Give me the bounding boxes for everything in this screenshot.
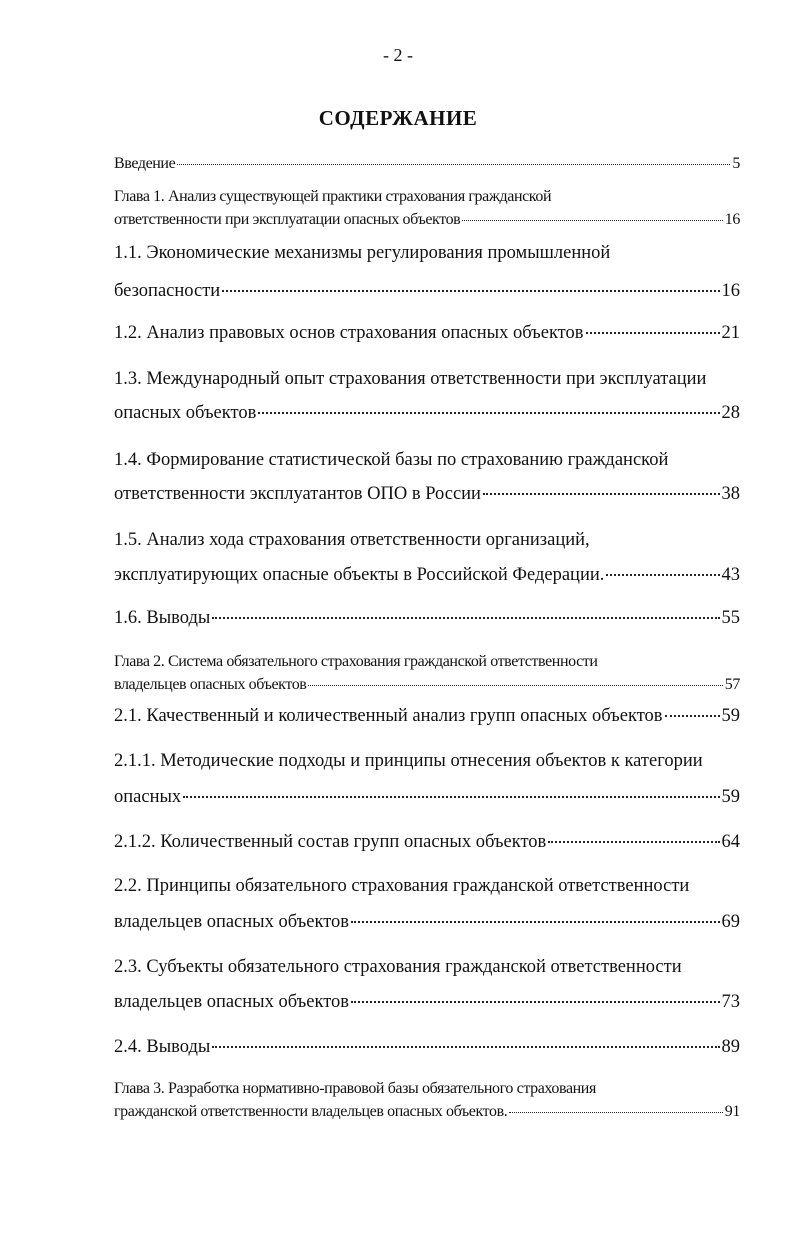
toc-entry-2-1-1-line-1 bbox=[114, 751, 740, 772]
toc-leader-dots bbox=[462, 220, 722, 221]
toc-page-number: 73 bbox=[721, 992, 740, 1012]
toc-entry-chapter-3-line-2 bbox=[114, 1103, 740, 1121]
toc-entry-text: эксплуатирующих опасные объекты в Российской Федерации. bbox=[114, 565, 605, 585]
toc-entry-text: 2.2. Принципы обязательного страхования гражданской ответственности bbox=[114, 876, 690, 896]
toc-entry-text: 2.1. Качественный и количественный анализ групп опасных объектов bbox=[114, 706, 663, 726]
toc-entry-chapter-2-line-2 bbox=[114, 676, 740, 694]
toc-page-number: 5 bbox=[732, 155, 740, 172]
toc-leader-dots bbox=[258, 412, 719, 414]
toc-page-number: 59 bbox=[721, 706, 740, 726]
toc-leader-dots bbox=[222, 290, 719, 292]
toc-leader-dots bbox=[177, 164, 730, 165]
toc-entry-text: опасных объектов bbox=[114, 403, 257, 423]
toc-entry-1-1-line-2 bbox=[114, 281, 740, 302]
toc-entry-text: ответственности эксплуатантов ОПО в России bbox=[114, 484, 481, 504]
toc-entry-text: владельцев опасных объектов bbox=[114, 992, 350, 1012]
toc-leader-dots bbox=[351, 921, 719, 923]
toc-page-number: 57 bbox=[724, 676, 740, 693]
toc-entry-1-5-line-1 bbox=[114, 530, 740, 551]
toc-entry-chapter-1-line-2 bbox=[114, 211, 740, 229]
toc-entry-text: гражданской ответственности владельцев опасных объектов. bbox=[114, 1103, 508, 1120]
toc-entry-2-1 bbox=[114, 706, 740, 727]
page-number: - 2 - bbox=[383, 45, 413, 65]
toc-page-number: 21 bbox=[721, 323, 740, 343]
toc-entry-chapter-2-line-1 bbox=[114, 653, 740, 671]
toc-leader-dots bbox=[212, 617, 719, 619]
toc-page-number: 91 bbox=[724, 1103, 740, 1120]
toc-entry-2-3-line-1 bbox=[114, 957, 740, 978]
toc-leader-dots bbox=[606, 574, 719, 576]
toc-entry-chapter-3-line-1 bbox=[114, 1080, 740, 1098]
toc-entry-text: 1.5. Анализ хода страхования ответственности организаций, bbox=[114, 530, 590, 550]
toc-entry-text: 1.4. Формирование статистической базы по страхованию гражданской bbox=[114, 450, 669, 470]
toc-entry-2-2-line-2 bbox=[114, 912, 740, 933]
toc-entry-text: ответственности при эксплуатации опасных объектов bbox=[114, 211, 461, 228]
toc-entry-text: 1.6. Выводы bbox=[114, 608, 211, 628]
toc-page-number: 59 bbox=[721, 787, 740, 807]
toc-page-number: 43 bbox=[721, 565, 740, 585]
toc-entry-text: 1.2. Анализ правовых основ страхования опасных объектов bbox=[114, 323, 584, 343]
toc-entry-text: Введение bbox=[114, 155, 176, 172]
toc-entry-text: безопасности bbox=[114, 281, 221, 301]
toc-entry-text: владельцев опасных объектов bbox=[114, 676, 307, 693]
toc-entry-1-3-line-1 bbox=[114, 369, 740, 390]
toc-leader-dots bbox=[351, 1001, 719, 1003]
toc-page-number: 28 bbox=[721, 403, 740, 423]
toc-page-number: 16 bbox=[724, 211, 740, 228]
toc-entry-2-3-line-2 bbox=[114, 992, 740, 1013]
toc-leader-dots bbox=[548, 841, 719, 843]
toc-entry-text: Глава 2. Система обязательного страхования гражданской ответственности bbox=[114, 653, 598, 670]
toc-entry-2-1-1-line-2 bbox=[114, 787, 740, 808]
toc-leader-dots bbox=[509, 1112, 722, 1113]
toc-entry-text: опасных bbox=[114, 787, 182, 807]
toc-page-number: 89 bbox=[721, 1037, 740, 1057]
toc-entry-1-6 bbox=[114, 608, 740, 629]
toc-leader-dots bbox=[483, 493, 720, 495]
toc-page-number: 16 bbox=[721, 281, 740, 301]
toc-leader-dots bbox=[665, 715, 720, 717]
toc-entry-1-2 bbox=[114, 323, 740, 344]
toc-entry-text: 1.3. Международный опыт страхования ответственности при эксплуатации bbox=[114, 369, 707, 389]
toc-entry-text: 2.1.1. Методические подходы и принципы отнесения объектов к категории bbox=[114, 751, 703, 771]
toc-entry-text: 2.4. Выводы bbox=[114, 1037, 211, 1057]
toc-entry-1-5-line-2 bbox=[114, 565, 740, 586]
toc-title: СОДЕРЖАНИЕ bbox=[318, 106, 478, 130]
toc-entry-text: 2.1.2. Количественный состав групп опасных объектов bbox=[114, 832, 547, 852]
toc-entry-text: Глава 1. Анализ существующей практики страхования гражданской bbox=[114, 188, 552, 205]
toc-page-number: 55 bbox=[721, 608, 740, 628]
toc-entry-2-1-2 bbox=[114, 832, 740, 853]
toc-leader-dots bbox=[308, 685, 722, 686]
toc-leader-dots bbox=[586, 332, 720, 334]
toc-entry-text: владельцев опасных объектов bbox=[114, 912, 350, 932]
toc-entry-1-4-line-1 bbox=[114, 450, 740, 471]
toc-leader-dots bbox=[183, 796, 719, 798]
toc-entry-text: 1.1. Экономические механизмы регулирования промышленной bbox=[114, 243, 611, 263]
toc-entry-2-4 bbox=[114, 1037, 740, 1058]
toc-page-number: 38 bbox=[721, 484, 740, 504]
toc-entry-2-2-line-1 bbox=[114, 876, 740, 897]
toc-entry-text: 2.3. Субъекты обязательного страхования гражданской ответственности bbox=[114, 957, 682, 977]
toc-entry-introduction bbox=[114, 155, 740, 173]
toc-page-number: 64 bbox=[721, 832, 740, 852]
toc-page-number: 69 bbox=[721, 912, 740, 932]
toc-entry-chapter-1-line-1 bbox=[114, 188, 740, 206]
toc-entry-1-3-line-2 bbox=[114, 403, 740, 424]
toc-entry-1-1-line-1 bbox=[114, 243, 740, 264]
toc-leader-dots bbox=[212, 1046, 719, 1048]
toc-entry-1-4-line-2 bbox=[114, 484, 740, 505]
toc-entry-text: Глава 3. Разработка нормативно-правовой базы обязательного страхования bbox=[114, 1080, 596, 1097]
